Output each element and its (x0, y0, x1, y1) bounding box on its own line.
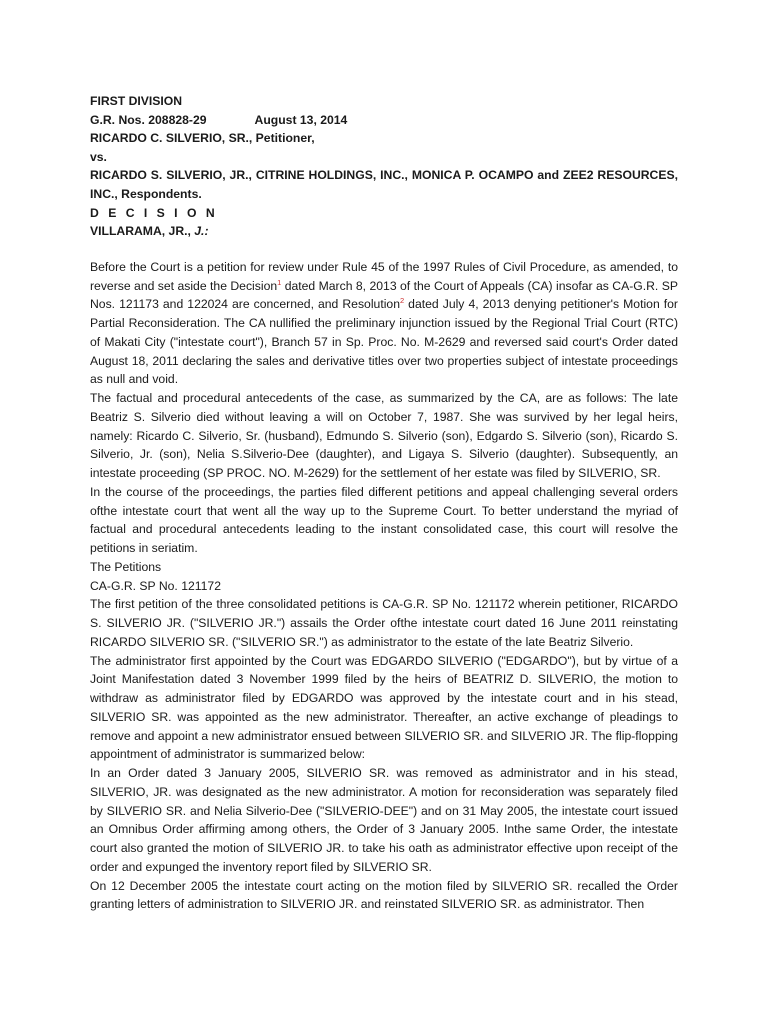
course-paragraph: In the course of the proceedings, the parties filed different petitions and appeal challenging several orders ofthe intestate court that went all the way up to the Supreme Court. To better understand the myriad of factual and procedural antecedents leading to the instant consolidated case, this court will resolve the petitions in seriatim. (90, 484, 678, 555)
ponente-suffix: J.: (194, 224, 209, 239)
gr-number: G.R. Nos. 208828-29 (90, 112, 207, 127)
decision-label: D E C I S I O N (90, 205, 218, 220)
decision-body (90, 258, 678, 914)
intro-paragraph (90, 258, 678, 389)
respondents-line: RICARDO S. SILVERIO, JR., CITRINE HOLDINGS, INC., MONICA P. OCAMPO and ZEE2 RESOURCES, INC., Respondents. (90, 168, 678, 201)
ponente-line (90, 222, 678, 241)
antecedents-paragraph: The factual and procedural antecedents of the case, as summarized by the CA, are as follows: The late Beatriz S. Silverio died without leaving a will on October 7, 1987. She was survived by her legal heirs, namely: Ricardo C. Silverio, Sr. (husband), Edmundo S. Silverio (son), Edgardo S. Silverio (son), Ricardo S. Silverio, Jr. (son), Nelia S.Silverio-Dee (daughter), and Ligaya S. Silverio (daughter). Subsequently, an intestate proceeding (SP PROC. NO. M-2629) for the settlement of her estate was filed by SILVERIO, SR. (90, 391, 678, 480)
footnote-ref-2[interactable]: 2 (399, 296, 405, 306)
decision-date: August 13, 2014 (254, 112, 348, 127)
intro-text-part-3: dated July 4, 2013 denying petitioner's Motion for Partial Reconsideration. The CA nullified the preliminary injunction issued by the Regional Trial Court (RTC) of Makati City ("intestate court"), Branch 57 in Sp. Proc. No. M-2629 and reversed said court's Order dated August 18, 2011 declaring the sales and derivative titles over two properties subject of intestate proceedings as null and void. (90, 297, 678, 387)
ponente-name: VILLARAMA, JR., (90, 224, 191, 239)
footnote-ref-1[interactable]: 1 (277, 277, 282, 287)
petitions-heading: The Petitions (90, 559, 162, 574)
division-heading: FIRST DIVISION (90, 94, 183, 108)
intro-text-part-1: Before the Court is a petition for review under Rule 45 of the 1997 Rules of Civil Procedure, as amended, to reverse and set aside the Decision (90, 259, 678, 293)
intro-text-part-2: dated March 8, 2013 of the Court of Appeals (CA) insofar as CA-G.R. SP Nos. 121173 and 122024 are concerned, and Resolution (90, 278, 678, 312)
december-2005-paragraph: On 12 December 2005 the intestate court acting on the motion filed by SILVERIO SR. recalled the Order granting letters of administration to SILVERIO JR. and reinstated SILVERIO SR. as administrator. Then (90, 878, 678, 912)
petitioner-line: RICARDO C. SILVERIO, SR., Petitioner, (90, 131, 315, 146)
first-petition-paragraph: The first petition of the three consolidated petitions is CA-G.R. SP No. 121172 wherein petitioner, RICARDO S. SILVERIO JR. ("SILVERIO JR.") assails the Order ofthe intestate court dated 16 June 2011 reinstating RICARDO SILVERIO SR. ("SILVERIO SR.") as administrator to the estate of the late Beatriz Silverio. (90, 597, 678, 649)
order-2005-paragraph: In an Order dated 3 January 2005, SILVERIO SR. was removed as administrator and in his stead, SILVERIO, JR. was designated as the new administrator. A motion for reconsideration was separately filed by SILVERIO SR. and Nelia Silverio-Dee ("SILVERIO-DEE") and on 31 May 2005, the intestate court issued an Omnibus Order affirming among others, the Order of 3 January 2005. Inthe same Order, the intestate court also granted the motion of SILVERIO JR. to take his oath as administrator effective upon receipt of the order and expunged the inventory report filed by SILVERIO SR. (90, 766, 678, 874)
versus-line: vs. (90, 149, 107, 164)
case-subheading: CA-G.R. SP No. 121172 (90, 578, 221, 593)
document-page (90, 92, 678, 914)
administrator-paragraph: The administrator first appointed by the Court was EDGARDO SILVERIO ("EDGARDO"), but by virtue of a Joint Manifestation dated 3 November 1999 filed by the heirs of BEATRIZ D. SILVERIO, the motion to withdraw as administrator filed by EDGARDO was approved by the intestate court and in his stead, SILVERIO SR. was appointed as the new administrator. Thereafter, an active exchange of pleadings to remove and appoint a new administrator ensued between SILVERIO SR. and SILVERIO JR. The flip-flopping appointment of administrator is summarized below: (90, 653, 678, 762)
case-number-line (90, 111, 678, 130)
